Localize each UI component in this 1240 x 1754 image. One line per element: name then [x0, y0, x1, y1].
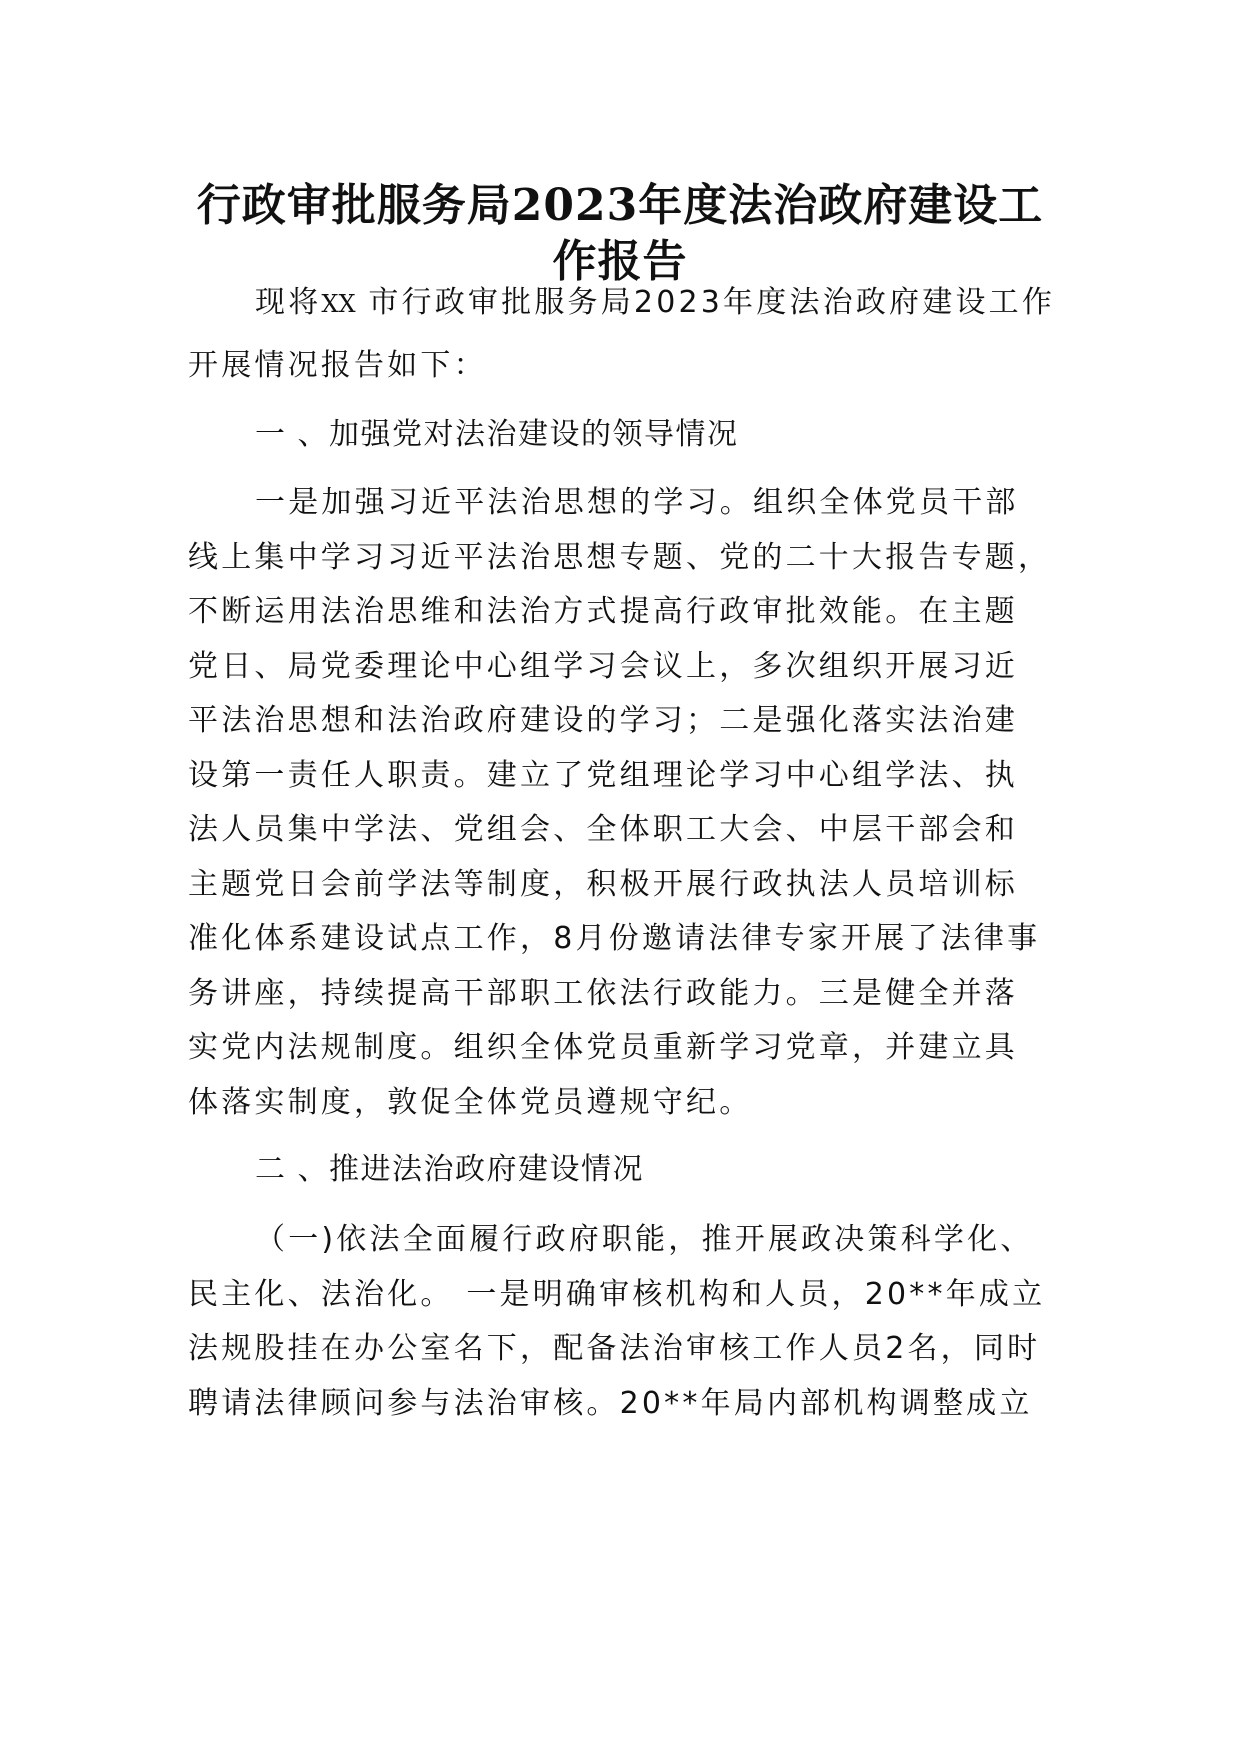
intro-paragraph-line-2: 开展情况报告如下： — [188, 348, 487, 383]
intro-paragraph-line-1 — [255, 283, 1155, 324]
section-2-heading: 二 、推进法治政府建设情况 — [255, 1152, 645, 1187]
section-2-line: 民主化、法治化。 一是明确审核机构和人员，20**年成立 — [188, 1277, 1046, 1312]
section-1-line: 一是加强习近平法治思想的学习。组织全体党员干部 — [255, 485, 1019, 520]
section-2-line: 法规股挂在办公室名下，配备法治审核工作人员2名，同时 — [188, 1331, 1041, 1366]
section-1-line: 准化体系建设试点工作，8月份邀请法律专家开展了法律事 — [188, 921, 1041, 956]
document-title-line-1: 行政审批服务局2023年度法治政府建设工 — [196, 180, 1044, 231]
section-1-line: 平法治思想和法治政府建设的学习；二是强化落实法治建 — [188, 703, 1018, 738]
section-1-line: 主题党日会前学法等制度，积极开展行政执法人员培训标 — [188, 867, 1018, 902]
section-1-line: 法人员集中学法、党组会、全体职工大会、中层干部会和 — [188, 812, 1018, 847]
section-1-line: 不断运用法治思维和法治方式提高行政审批效能。在主题 — [188, 594, 1018, 629]
section-1-line: 党日、局党委理论中心组学习会议上，多次组织开展习近 — [188, 649, 1018, 684]
section-2-line: 聘请法律顾问参与法治审核。20**年局内部机构调整成立 — [188, 1386, 1033, 1421]
section-1-line: 设第一责任人职责。建立了党组理论学习中心组学法、执 — [188, 758, 1018, 793]
intro-rest: 市行政审批服务局2023年度法治政府建设工作 — [355, 285, 1056, 320]
section-1-line: 实党内法规制度。组织全体党员重新学习党章，并建立具 — [188, 1030, 1018, 1065]
document-title-line-2: 作报告 — [552, 236, 688, 287]
section-2-line: （一)依法全面履行政府职能，推开展政决策科学化、 — [255, 1222, 1034, 1257]
section-1-line: 务讲座，持续提高干部职工依法行政能力。三是健全并落 — [188, 976, 1018, 1011]
intro-prefix: 现将 — [255, 285, 322, 320]
section-1-line: 线上集中学习习近平法治思想专题、党的二十大报告专题， — [188, 540, 1052, 575]
city-placeholder: XX — [321, 290, 356, 318]
section-1-heading: 一 、加强党对法治建设的领导情况 — [255, 417, 739, 452]
section-1-line: 体落实制度，敦促全体党员遵规守纪。 — [188, 1085, 753, 1120]
